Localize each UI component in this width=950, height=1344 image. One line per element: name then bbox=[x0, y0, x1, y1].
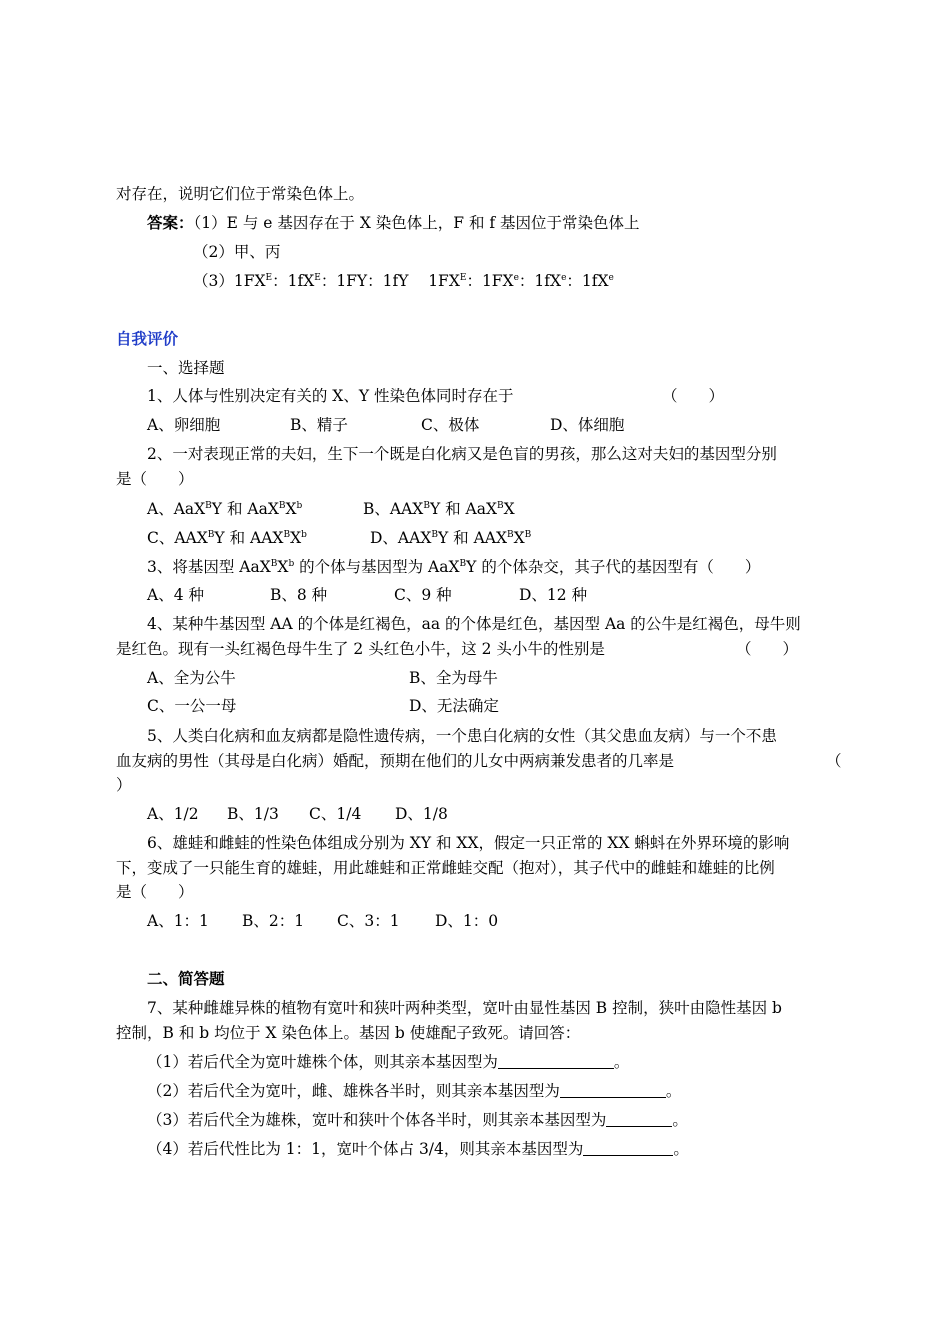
option-c: C、9 种 bbox=[394, 586, 452, 604]
question-4-text-2: 是红色。现有一头红褐色母牛生了 2 头红色小牛，这 2 头小牛的性别是 （ ） bbox=[116, 640, 799, 658]
answer-blank[interactable] bbox=[498, 1053, 614, 1069]
question-7-sub-1: （1）若后代全为宽叶雄株个体，则其亲本基因型为 。 bbox=[147, 1053, 630, 1071]
option-d: D、体细胞 bbox=[550, 416, 625, 434]
section-title: 自我评价 bbox=[116, 329, 179, 348]
question-1-paren: （ ） bbox=[662, 387, 725, 405]
option-b: B、8 种 bbox=[270, 586, 328, 604]
question-1 bbox=[147, 386, 871, 406]
option-d: D、$AAX^BY$ 和 $AAX^BX^B$ bbox=[370, 529, 532, 547]
option-d: D、无法确定 bbox=[409, 697, 499, 715]
question-1-text: 1、人体与性别决定有关的 X、Y 性染色体同时存在于 bbox=[147, 387, 514, 405]
answer-label: 答案： bbox=[147, 213, 194, 232]
answer-line-3: $(3)1FX^E$：$1fX^E$：1FY：1fY $1FX^E$：$1FX^e$：$1fX^e$：$1fX^e$ bbox=[193, 272, 614, 290]
option-d: D、12 种 bbox=[519, 586, 588, 604]
option-c: C、一公一母 bbox=[147, 697, 237, 715]
option-c: C、1/4 bbox=[309, 805, 362, 823]
answer-blank[interactable] bbox=[560, 1082, 666, 1098]
answer-line-1 bbox=[147, 213, 871, 233]
question-3-text: 3、将基因型 $AaX^BX^b$ 的个体与基因型为 AaX$^B$Y 的个体杂交，其子代的基因型有（ ） bbox=[147, 558, 761, 576]
question-4-paren: （ ） bbox=[736, 640, 799, 658]
option-d: D、1/8 bbox=[395, 805, 448, 823]
answer-blank[interactable] bbox=[583, 1140, 673, 1156]
question-5-text-2: 血友病的男性（其母是白化病）婚配，预期在他们的儿女中两病兼发患者的几率是 （ bbox=[116, 752, 842, 770]
question-2-text: 2、一对表现正常的夫妇，生下一个既是白化病又是色盲的男孩，那么这对夫妇的基因型分别 bbox=[147, 445, 777, 463]
part2-title: 二、简答题 bbox=[147, 969, 225, 988]
option-a: A、1：1 bbox=[147, 912, 209, 930]
option-b: B、2：1 bbox=[242, 912, 305, 930]
continuation-text: 对存在，说明它们位于常染色体上。 bbox=[116, 185, 365, 203]
part1-title: 一、选择题 bbox=[147, 359, 225, 377]
answer-line-2: （2）甲、丙 bbox=[193, 243, 281, 261]
question-7-sub-4: （4）若后代性比为 1：1，宽叶个体占 3/4，则其亲本基因型为 。 bbox=[147, 1140, 689, 1158]
question-7-sub-3: （3）若后代全为雄株，宽叶和狭叶个体各半时，则其亲本基因型为 。 bbox=[147, 1111, 688, 1129]
option-b: B、全为母牛 bbox=[409, 669, 498, 687]
option-c: C、3：1 bbox=[337, 912, 400, 930]
option-b: B、$AAX^BY$ 和 AaX$^B$X bbox=[363, 500, 515, 518]
question-6-text-3: 是（ ） bbox=[116, 883, 194, 901]
question-6-text: 6、雄蛙和雌蛙的性染色体组成分别为 XY 和 XX，假定一只正常的 XX 蝌蚪在外界环境的影响 bbox=[147, 834, 790, 852]
option-a: A、AaX$^B$Y 和 $AaX^BX^b$ bbox=[147, 500, 303, 518]
option-b: B、1/3 bbox=[227, 805, 279, 823]
question-7-sub-2: （2）若后代全为宽叶，雌、雄株各半时，则其亲本基因型为 。 bbox=[147, 1082, 682, 1100]
question-7-text: 7、某种雌雄异株的植物有宽叶和狭叶两种类型，宽叶由显性基因 B 控制，狭叶由隐性基因 b bbox=[147, 999, 782, 1017]
question-5-paren-open: （ bbox=[826, 752, 842, 770]
option-a: A、4 种 bbox=[147, 586, 204, 604]
answer-blank[interactable] bbox=[606, 1111, 672, 1127]
question-5-paren-close: ） bbox=[116, 776, 132, 794]
question-7-text-2: 控制，B 和 b 均位于 X 染色体上。基因 b 使雄配子致死。请回答： bbox=[116, 1024, 581, 1042]
question-5-text: 5、人类白化病和血友病都是隐性遗传病，一个患白化病的女性（其父患血友病）与一个不患 bbox=[147, 727, 777, 745]
answer-text-1: （1）E 与 e 基因存在于 X 染色体上，F 和 f 基因位于常染色体上 bbox=[193, 214, 640, 232]
question-2-text-2: 是（ ） bbox=[116, 470, 194, 488]
option-a: A、卵细胞 bbox=[147, 416, 221, 434]
option-c: C、极体 bbox=[421, 416, 480, 434]
option-b: B、精子 bbox=[290, 416, 348, 434]
option-c: C、$AAX^BY$ 和 $AAX^BX^b$ bbox=[147, 529, 307, 547]
question-4-text: 4、某种牛基因型 AA 的个体是红褐色，aa 的个体是红色，基因型 Aa 的公牛是红褐色，母牛则 bbox=[147, 615, 801, 633]
option-a: A、1/2 bbox=[147, 805, 199, 823]
option-d: D、1：0 bbox=[435, 912, 499, 930]
question-6-text-2: 下，变成了一只能生育的雄蛙，用此雄蛙和正常雌蛙交配（抱对），其子代中的雌蛙和雄蛙的比例 bbox=[116, 859, 775, 877]
option-a: A、全为公牛 bbox=[147, 669, 236, 687]
